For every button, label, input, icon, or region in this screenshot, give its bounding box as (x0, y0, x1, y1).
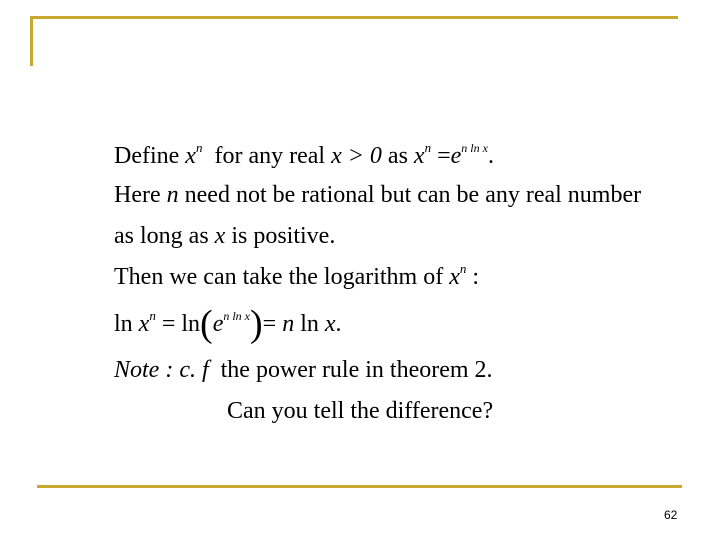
var-x: x (185, 143, 196, 169)
equals-sign: = (437, 143, 451, 169)
period: . (335, 311, 342, 337)
var-x: x (138, 311, 150, 337)
for-any-real-text: for any real (214, 143, 326, 169)
var-x: x (214, 223, 226, 249)
equals-sign: = (262, 311, 283, 337)
page-number: 62 (664, 508, 678, 522)
exp-n: n (424, 140, 432, 155)
ln-text: ln (114, 311, 139, 337)
definition-line (114, 142, 494, 170)
question-text: Can you tell the difference? (227, 398, 494, 424)
exponent-n-ln-x: n ln x (461, 141, 488, 155)
left-border-line (30, 16, 33, 66)
top-border-line (30, 16, 678, 19)
question-line (227, 397, 493, 425)
exponent-n-ln-x: n ln x (223, 309, 251, 323)
take-logarithm-text: Then we can take the logarithm of (114, 264, 444, 290)
as-long-as-text: as long as (114, 223, 209, 249)
note-line (114, 356, 493, 384)
var-e: e (212, 311, 224, 337)
define-text: Define (114, 143, 180, 169)
var-x: x (324, 311, 336, 337)
note-cf-text: Note : c. f (114, 357, 209, 383)
is-positive-text: is positive. (231, 223, 336, 249)
take-logarithm-line (114, 263, 479, 291)
here-text: Here (114, 182, 161, 208)
var-x: x (413, 143, 425, 169)
log-equation-line (114, 303, 342, 345)
exp-n: n (195, 140, 203, 155)
var-x: x (449, 264, 460, 290)
var-n: n (282, 311, 295, 337)
right-paren: ) (250, 303, 263, 345)
as-text: as (387, 143, 408, 169)
bottom-border-line (37, 485, 682, 488)
ln-text: ln (294, 311, 325, 337)
exp-n: n (149, 308, 156, 323)
left-paren: ( (200, 303, 213, 345)
var-e: e (450, 143, 462, 169)
period: . (487, 143, 494, 169)
as-long-as-line (114, 222, 335, 250)
equals-ln-text: = ln (155, 311, 201, 337)
exp-n: n (459, 261, 467, 276)
power-rule-text: the power rule in theorem 2. (220, 357, 493, 383)
colon: : (466, 264, 480, 290)
condition-x-positive: x > 0 (331, 143, 382, 169)
here-n-line (114, 181, 641, 209)
var-n: n (166, 182, 179, 208)
here-rest-text: need not be rational but can be any real number (184, 182, 642, 208)
